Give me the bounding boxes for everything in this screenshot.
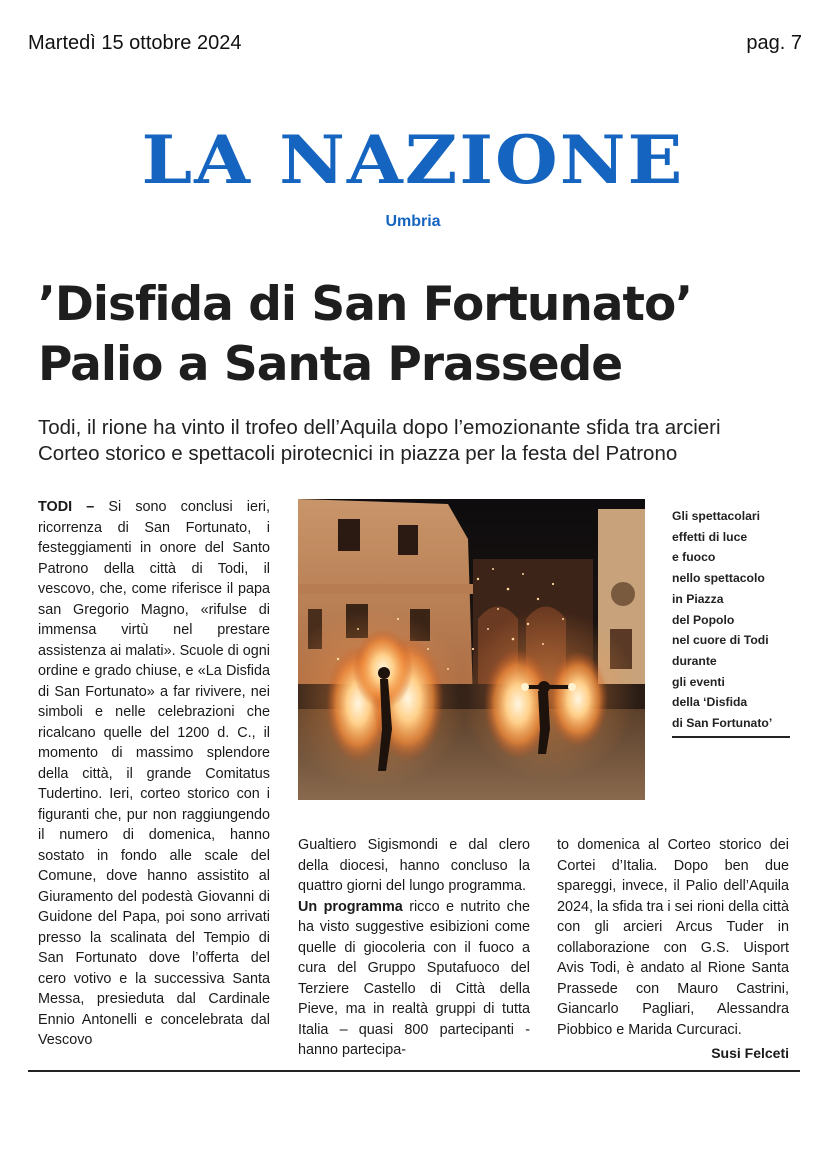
- column-text: Si sono conclusi ieri, ricorrenza di San Fortunato, i festeggiamenti in onore del Santo Patrono della città di Todi, il vescovo, che, come riferisce il papa san Gregorio Magno, «rifulse di immensa virtù nel prestare assistenza ai malati». Scuole di ogni ordine e grado chiuse, e «La Disfida di San Fortunato» a far rivivere, nei simboli e nelle celebrazioni che ricalcano quelle del 1200 d. C., il momento di massimo splendore della città, il grande Comitatus Tudertino. Ieri, corteo storico con i figuranti che, pur non raggiungendo il numero di domenica, hanno sostato in fondo alle scale del Comune, dove hanno assistito al Giuramento del podestà Giovanni di Guidone del Papa, poi sono arrivati presso la scalinata del Tempio di San Fortunato dove l’offerta del cero votivo e la successiva Santa Messa, presieduta dal Cardinale Ennio Antonelli e concelebrata dal Vescovo: [38, 499, 270, 1048]
- photo-caption: [672, 506, 790, 734]
- author-byline: Susi Felceti: [711, 1045, 789, 1061]
- caption-line: della ‘Disfida: [672, 695, 748, 710]
- article-column-1: [38, 497, 270, 1051]
- column-text: to domenica al Corteo storico dei Cortei d’Italia. Dopo ben due spareggi, invece, il Palio dell’Aquila 2024, la sfida tra i sei rioni della città con gli arcieri Arcus Tuder in collaborazione con G.S. Uisport Avis Todi, è andato al Rione Santa Prassede con Mauro Castrini, Giancarlo Pagliari, Alessandra Piobbico e Marida Curcuraci.: [557, 837, 789, 1038]
- caption-line: di San Fortunato’: [672, 716, 773, 731]
- caption-line: nel cuore di Todi: [672, 633, 769, 648]
- caption-line: Gli spettacolari: [672, 509, 761, 523]
- column-text: ricco e nutrito che ha visto suggestive esibizioni come quelle di giocoleria con il fuoco a cura del Gruppo Sputafuoco del Terziere Castello di Città della Pieve, ma in realtà gruppi di tutta Italia – quasi 800 partecipanti - hanno partecipa-: [298, 898, 530, 1058]
- fire-performers-photo: [298, 499, 645, 800]
- caption-line: durante: [672, 653, 717, 668]
- caption-line: e fuoco: [672, 550, 716, 565]
- subhead-line: Todi, il rione ha vinto il trofeo dell’Aquila dopo l’emozionante sfida tra arcieri: [38, 416, 721, 439]
- caption-line: del Popolo: [672, 612, 735, 627]
- dateline: TODI –: [38, 499, 95, 515]
- headline-line: Palio a Santa Prassede: [38, 337, 623, 392]
- caption-line: effetti di luce: [672, 529, 748, 544]
- article-photo: [298, 499, 645, 800]
- publication-date: Martedì 15 ottobre 2024: [28, 32, 242, 54]
- headline-line: ’Disfida di San Fortunato’: [38, 277, 693, 332]
- article-column-3: [557, 835, 789, 1040]
- article-column-2: [298, 835, 530, 1061]
- page-number: pag. 7: [746, 32, 802, 54]
- paragraph-lead: Un programma: [298, 898, 403, 915]
- caption-line: in Piazza: [672, 591, 724, 606]
- caption-divider: [672, 736, 790, 738]
- article-headline: [38, 275, 798, 395]
- subhead-line: Corteo storico e spettacoli pirotecnici in piazza per la festa del Patrono: [38, 442, 678, 465]
- caption-line: gli eventi: [672, 674, 725, 689]
- newspaper-masthead: LA NAZIONE: [141, 120, 685, 199]
- edition-label: Umbria: [385, 213, 441, 230]
- article-subheadline: [38, 415, 818, 467]
- column-text: Gualtiero Sigismondi e dal clero della diocesi, hanno concluso la quattro giorni del lungo programma.: [298, 837, 530, 894]
- caption-line: nello spettacolo: [672, 571, 765, 586]
- bottom-divider: [28, 1070, 800, 1072]
